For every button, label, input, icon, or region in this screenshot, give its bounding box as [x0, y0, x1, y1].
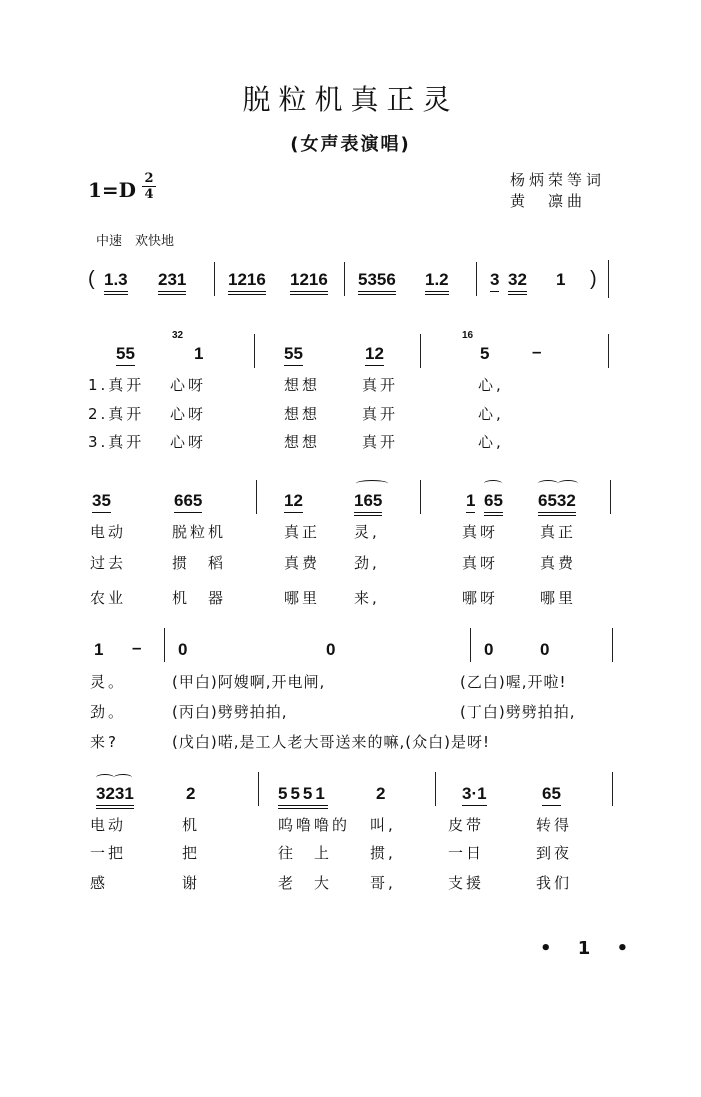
slur	[484, 480, 502, 487]
note: 1	[194, 344, 204, 363]
rest: 0	[540, 640, 550, 659]
barline	[254, 334, 255, 368]
lyric: 哪里	[540, 589, 577, 607]
lyric: 灵,	[354, 523, 380, 541]
note-group: 665	[174, 491, 202, 513]
lyric: 心呀	[170, 376, 207, 394]
key-signature: 1=D	[88, 178, 137, 202]
barline	[610, 480, 611, 514]
slur	[96, 774, 114, 781]
slur	[538, 480, 558, 487]
lyric: 灵。	[90, 673, 127, 691]
dialogue: (丙白)劈劈拍拍,	[172, 703, 288, 721]
dash: –	[132, 638, 142, 657]
lyric: 转得	[536, 816, 573, 834]
lyric: 劲。	[90, 703, 127, 721]
rest: 0	[484, 640, 494, 659]
lyric: 皮带	[448, 816, 485, 834]
barline	[258, 772, 259, 806]
lyric: 来,	[354, 589, 380, 607]
note: 1	[94, 640, 104, 659]
lyric: 谢	[182, 874, 201, 892]
lyric: 心,	[478, 405, 504, 423]
dialogue: (乙白)喔,开啦!	[460, 673, 567, 691]
dialogue: (甲白)阿嫂啊,开电闸,	[172, 673, 326, 691]
note-group: 5551	[278, 784, 328, 809]
barline	[420, 334, 421, 368]
lyric: 真呀	[462, 523, 499, 541]
lyric: 真呀	[462, 554, 499, 572]
lyric: 把	[182, 844, 201, 862]
barline	[435, 772, 436, 806]
lyric: 掼 稻	[172, 554, 227, 572]
grace-notes: 16	[462, 330, 474, 341]
lyric: 劲,	[354, 554, 380, 572]
lyric: 心呀	[170, 405, 207, 423]
lyric: 真费	[540, 554, 577, 572]
barline	[612, 628, 613, 662]
lyric: 真开	[362, 433, 399, 451]
lyric: 真正	[540, 523, 577, 541]
note-group: 5356	[358, 270, 396, 295]
note: 1	[466, 491, 475, 513]
open-paren: (	[88, 268, 95, 290]
lyric: 真费	[284, 554, 321, 572]
composer: 黄 凛曲	[510, 192, 587, 210]
close-paren: )	[590, 268, 597, 290]
lyric: 真正	[284, 523, 321, 541]
lyric: 机 器	[172, 589, 227, 607]
barline	[470, 628, 471, 662]
barline	[256, 480, 257, 514]
barline	[608, 334, 609, 368]
lyric: 心,	[478, 376, 504, 394]
lyric: 呜噜噜的	[278, 816, 351, 834]
note-group: 6532	[538, 491, 576, 516]
lyric: 真开	[362, 405, 399, 423]
lyric: 往 上	[278, 844, 333, 862]
lyric: 掼,	[370, 844, 396, 862]
note: 2	[186, 784, 196, 803]
lyric: 3.真开	[88, 433, 145, 451]
note-group: 1216	[290, 270, 328, 295]
note-group: 55	[284, 344, 303, 366]
lyric: 想想	[284, 376, 321, 394]
rest: 0	[178, 640, 188, 659]
lyric: 过去	[90, 554, 127, 572]
lyric: 机	[182, 816, 201, 834]
note-group: 12	[365, 344, 384, 366]
slur	[356, 480, 388, 487]
note-group: 1216	[228, 270, 266, 295]
time-signature: 2 4	[142, 172, 156, 201]
note-group: 231	[158, 270, 186, 295]
lyric: 哪里	[284, 589, 321, 607]
barline	[608, 260, 609, 298]
lyricist: 杨炳荣等词	[510, 171, 606, 189]
lyric: 想想	[284, 433, 321, 451]
page-number: • 1 •	[540, 938, 639, 959]
lyric: 感	[90, 874, 109, 892]
note-group: 65	[484, 491, 503, 516]
lyric: 哥,	[370, 874, 396, 892]
dialogue: (丁白)劈劈拍拍,	[460, 703, 576, 721]
lyric: 1.真开	[88, 376, 145, 394]
barline	[214, 262, 215, 296]
tempo-marking: 中速 欢快地	[96, 234, 175, 249]
barline	[344, 262, 345, 296]
song-title: 脱粒机真正灵	[242, 83, 459, 116]
note: 3	[490, 270, 499, 292]
lyric: 支援	[448, 874, 485, 892]
lyric: 叫,	[370, 816, 396, 834]
lyric: 我们	[536, 874, 573, 892]
lyric: 到夜	[536, 844, 573, 862]
song-subtitle: (女声表演唱)	[290, 134, 411, 155]
note: 2	[376, 784, 386, 803]
note-group: 165	[354, 491, 382, 516]
grace-notes: 32	[172, 330, 184, 341]
note-group: 65	[542, 784, 561, 806]
note: 1	[556, 270, 566, 289]
lyric: 2.真开	[88, 405, 145, 423]
lyric: 想想	[284, 405, 321, 423]
note-group: 35	[92, 491, 111, 513]
note-group: 1.3	[104, 270, 128, 295]
barline	[420, 480, 421, 514]
lyric: 来?	[90, 733, 119, 751]
note: 5	[480, 344, 490, 363]
lyric: 农业	[90, 589, 127, 607]
barline	[476, 262, 477, 296]
note-group: 3231	[96, 784, 134, 809]
lyric: 电动	[90, 816, 127, 834]
slur	[558, 480, 578, 487]
note-group: 1.2	[425, 270, 449, 295]
lyric: 一日	[448, 844, 485, 862]
note-group: 3·1	[462, 784, 487, 806]
lyric: 老 大	[278, 874, 333, 892]
lyric: 心,	[478, 433, 504, 451]
dialogue: (戊白)喏,是工人老大哥送来的嘛,(众白)是呀!	[172, 733, 490, 751]
slur	[114, 774, 132, 781]
dash: –	[532, 342, 542, 361]
barline	[164, 628, 165, 662]
lyric: 电动	[90, 523, 127, 541]
lyric: 真开	[362, 376, 399, 394]
lyric: 一把	[90, 844, 127, 862]
credits	[510, 170, 605, 212]
note-group: 55	[116, 344, 135, 366]
lyric: 脱粒机	[172, 523, 227, 541]
note-group: 32	[508, 270, 527, 295]
rest: 0	[326, 640, 336, 659]
lyric: 哪呀	[462, 589, 499, 607]
barline	[612, 772, 613, 806]
note-group: 12	[284, 491, 303, 513]
lyric: 心呀	[170, 433, 207, 451]
